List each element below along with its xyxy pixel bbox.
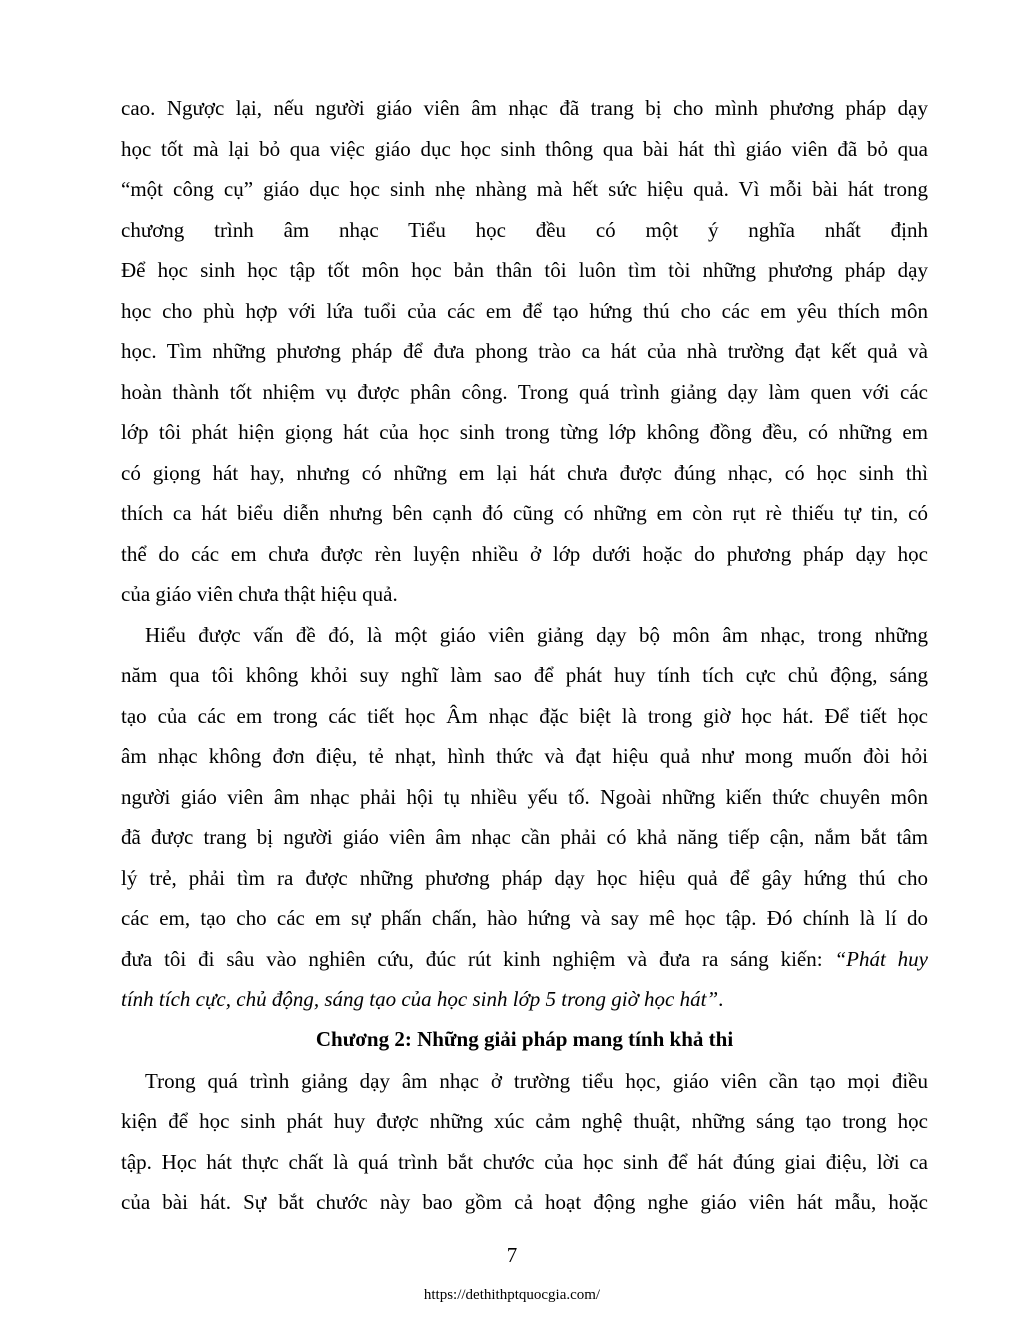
text-segment: .: [718, 987, 724, 1011]
text-line: cao. Ngược lại, nếu người giáo viên âm nhạc đã trang bị cho mình phương pháp dạy: [121, 96, 928, 120]
text-line: đã được trang bị người giáo viên âm nhạc cần phải có khả năng tiếp cận, nắm bắt tâm: [121, 825, 928, 849]
chapter-heading: Chương 2: Những giải pháp mang tính khả thi: [315, 1027, 734, 1051]
text-line: học. Tìm những phương pháp để đưa phong trào ca hát của nhà trường đạt kết quả và: [121, 339, 928, 363]
page-number: 7: [506, 1243, 518, 1267]
text-line: hoàn thành tốt nhiệm vụ được phân công. Trong quá trình giảng dạy làm quen với các: [121, 380, 928, 404]
text-line: có giọng hát hay, nhưng có những em lại hát chưa được đúng nhạc, có học sinh thì: [121, 461, 928, 485]
text-line: học cho phù hợp với lứa tuổi của các em để tạo hứng thú cho các em yêu thích môn: [121, 299, 928, 323]
text-line: thể do các em chưa được rèn luyện nhiều ở lớp dưới hoặc do phương pháp dạy học: [121, 542, 928, 566]
text-line: chương trình âm nhạc Tiểu học đều có một ý nghĩa nhất định: [121, 218, 928, 242]
text-line: người giáo viên âm nhạc phải hội tụ nhiều yếu tố. Ngoài những kiến thức chuyên môn: [121, 785, 928, 809]
text-line: năm qua tôi không khỏi suy nghĩ làm sao để phát huy tính tích cực chủ động, sáng: [121, 663, 928, 687]
text-line: học tốt mà lại bỏ qua việc giáo dục học sinh thông qua bài hát thì giáo viên đã bỏ qua: [121, 137, 928, 161]
text-line: lý trẻ, phải tìm ra được những phương pháp dạy học hiệu quả để gây hứng thú cho: [121, 866, 928, 890]
footer-url-link[interactable]: https://dethithptquocgia.com/: [423, 1287, 601, 1303]
text-line: của giáo viên chưa thật hiệu quả.: [121, 582, 398, 606]
text-line: [121, 944, 928, 974]
text-segment: đưa tôi đi sâu vào nghiên cứu, đúc rút kinh nghiệm và đưa ra sáng kiến:: [121, 947, 835, 971]
text-line: âm nhạc không đơn điệu, tẻ nhạt, hình thức và đạt hiệu quả như mong muốn đòi hỏi: [121, 744, 928, 768]
text-line: các em, tạo cho các em sự phấn chấn, hào hứng và say mê học tập. Đó chính là lí do: [121, 906, 928, 930]
text-line: tập. Học hát thực chất là quá trình bắt chước của học sinh để hát đúng giai điệu, lời ca: [121, 1150, 928, 1174]
text-line: tạo của các em trong các tiết học Âm nhạc đặc biệt là trong giờ học hát. Để tiết học: [121, 704, 928, 728]
text-line: “một công cụ” giáo dục học sinh nhẹ nhàng mà hết sức hiệu quả. Vì mỗi bài hát trong: [121, 177, 928, 201]
text-line: kiện để học sinh phát huy được những xúc cảm nghệ thuật, những sáng tạo trong học: [121, 1109, 928, 1133]
initiative-title-end: tính tích cực, chủ động, sáng tạo của học sinh lớp 5 trong giờ học hát”: [121, 987, 719, 1011]
text-line: lớp tôi phát hiện giọng hát của học sinh trong từng lớp không đồng đều, có những em: [121, 420, 928, 444]
text-line: Để học sinh học tập tốt môn học bản thân tôi luôn tìm tòi những phương pháp dạy: [121, 258, 928, 282]
text-line: Hiểu được vấn đề đó, là một giáo viên giảng dạy bộ môn âm nhạc, trong những: [145, 623, 928, 647]
text-line: thích ca hát biểu diễn nhưng bên cạnh đó cũng có những em còn rụt rè thiếu tự tin, có: [121, 501, 928, 525]
text-line: [121, 984, 928, 1014]
initiative-title-start: “Phát huy: [834, 947, 928, 971]
text-line: của bài hát. Sự bắt chước này bao gồm cả hoạt động nghe giáo viên hát mẫu, hoặc: [121, 1190, 928, 1214]
text-line: Trong quá trình giảng dạy âm nhạc ở trường tiểu học, giáo viên cần tạo mọi điều: [145, 1069, 928, 1093]
